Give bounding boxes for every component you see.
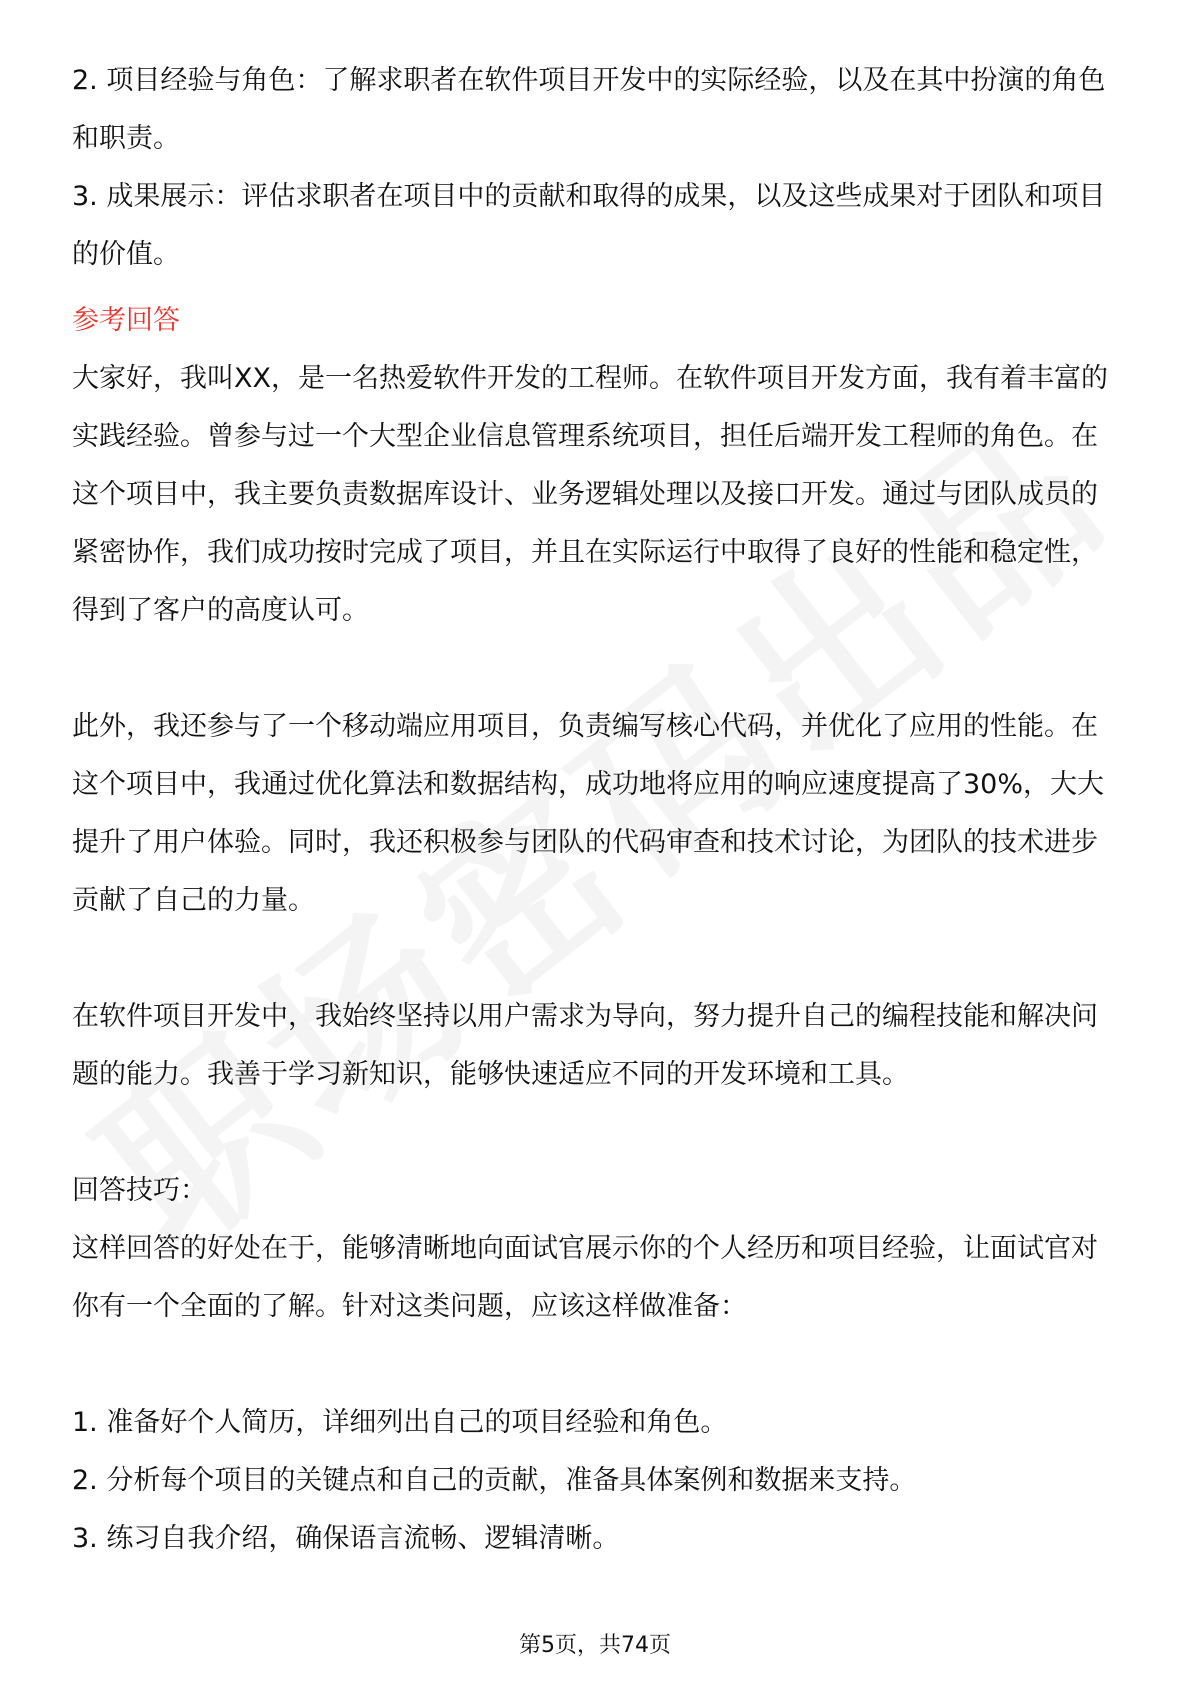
tips-list-item: 1. 准备好个人简历，详细列出自己的项目经验和角色。 (72, 1407, 728, 1438)
tips-list-item: 3. 练习自我介绍，确保语言流畅、逻辑清晰。 (72, 1523, 620, 1554)
answer-paragraph: 此外，我还参与了一个移动端应用项目，负责编写核心代码，并优化了应用的性能。在这个项目中，我通过优化算法和数据结构，成功地将应用的响应速度提高了30%，大大提升了用户体验。同时，我还积极参与团队的代码审查和技术讨论，为团队的技术进步贡献了自己的力量。 (72, 711, 1105, 916)
page-number-footer: 第5页，共74页 (519, 1633, 671, 1658)
answer-paragraph: 在软件项目开发中，我始终坚持以用户需求为导向，努力提升自己的编程技能和解决问题的能力。我善于学习新知识，能够快速适应不同的开发环境和工具。 (72, 1001, 1098, 1090)
intro-list-item: 3. 成果展示：评估求职者在项目中的贡献和取得的成果，以及这些成果对于团队和项目的价值。 (72, 181, 1106, 270)
tips-intro: 这样回答的好处在于，能够清晰地向面试官展示你的个人经历和项目经验，让面试官对你有一个全面的了解。针对这类问题，应该这样做准备： (72, 1233, 1098, 1322)
answer-paragraph: 大家好，我叫XX，是一名热爱软件开发的工程师。在软件项目开发方面，我有着丰富的实践经验。曾参与过一个大型企业信息管理系统项目，担任后端开发工程师的角色。在这个项目中，我主要负责数据库设计、业务逻辑处理以及接口开发。通过与团队成员的紧密协作，我们成功按时完成了项目，并且在实际运行中取得了良好的性能和稳定性，得到了客户的高度认可。 (72, 363, 1108, 626)
page-content (72, 52, 1122, 1568)
intro-list-item: 2. 项目经验与角色：了解求职者在软件项目开发中的实际经验，以及在其中扮演的角色和职责。 (72, 65, 1106, 154)
reference-answer-heading: 参考回答 (72, 305, 180, 336)
tips-list-item: 2. 分析每个项目的关键点和自己的贡献，准备具体案例和数据来支持。 (72, 1465, 917, 1496)
tips-heading: 回答技巧： (72, 1175, 207, 1206)
